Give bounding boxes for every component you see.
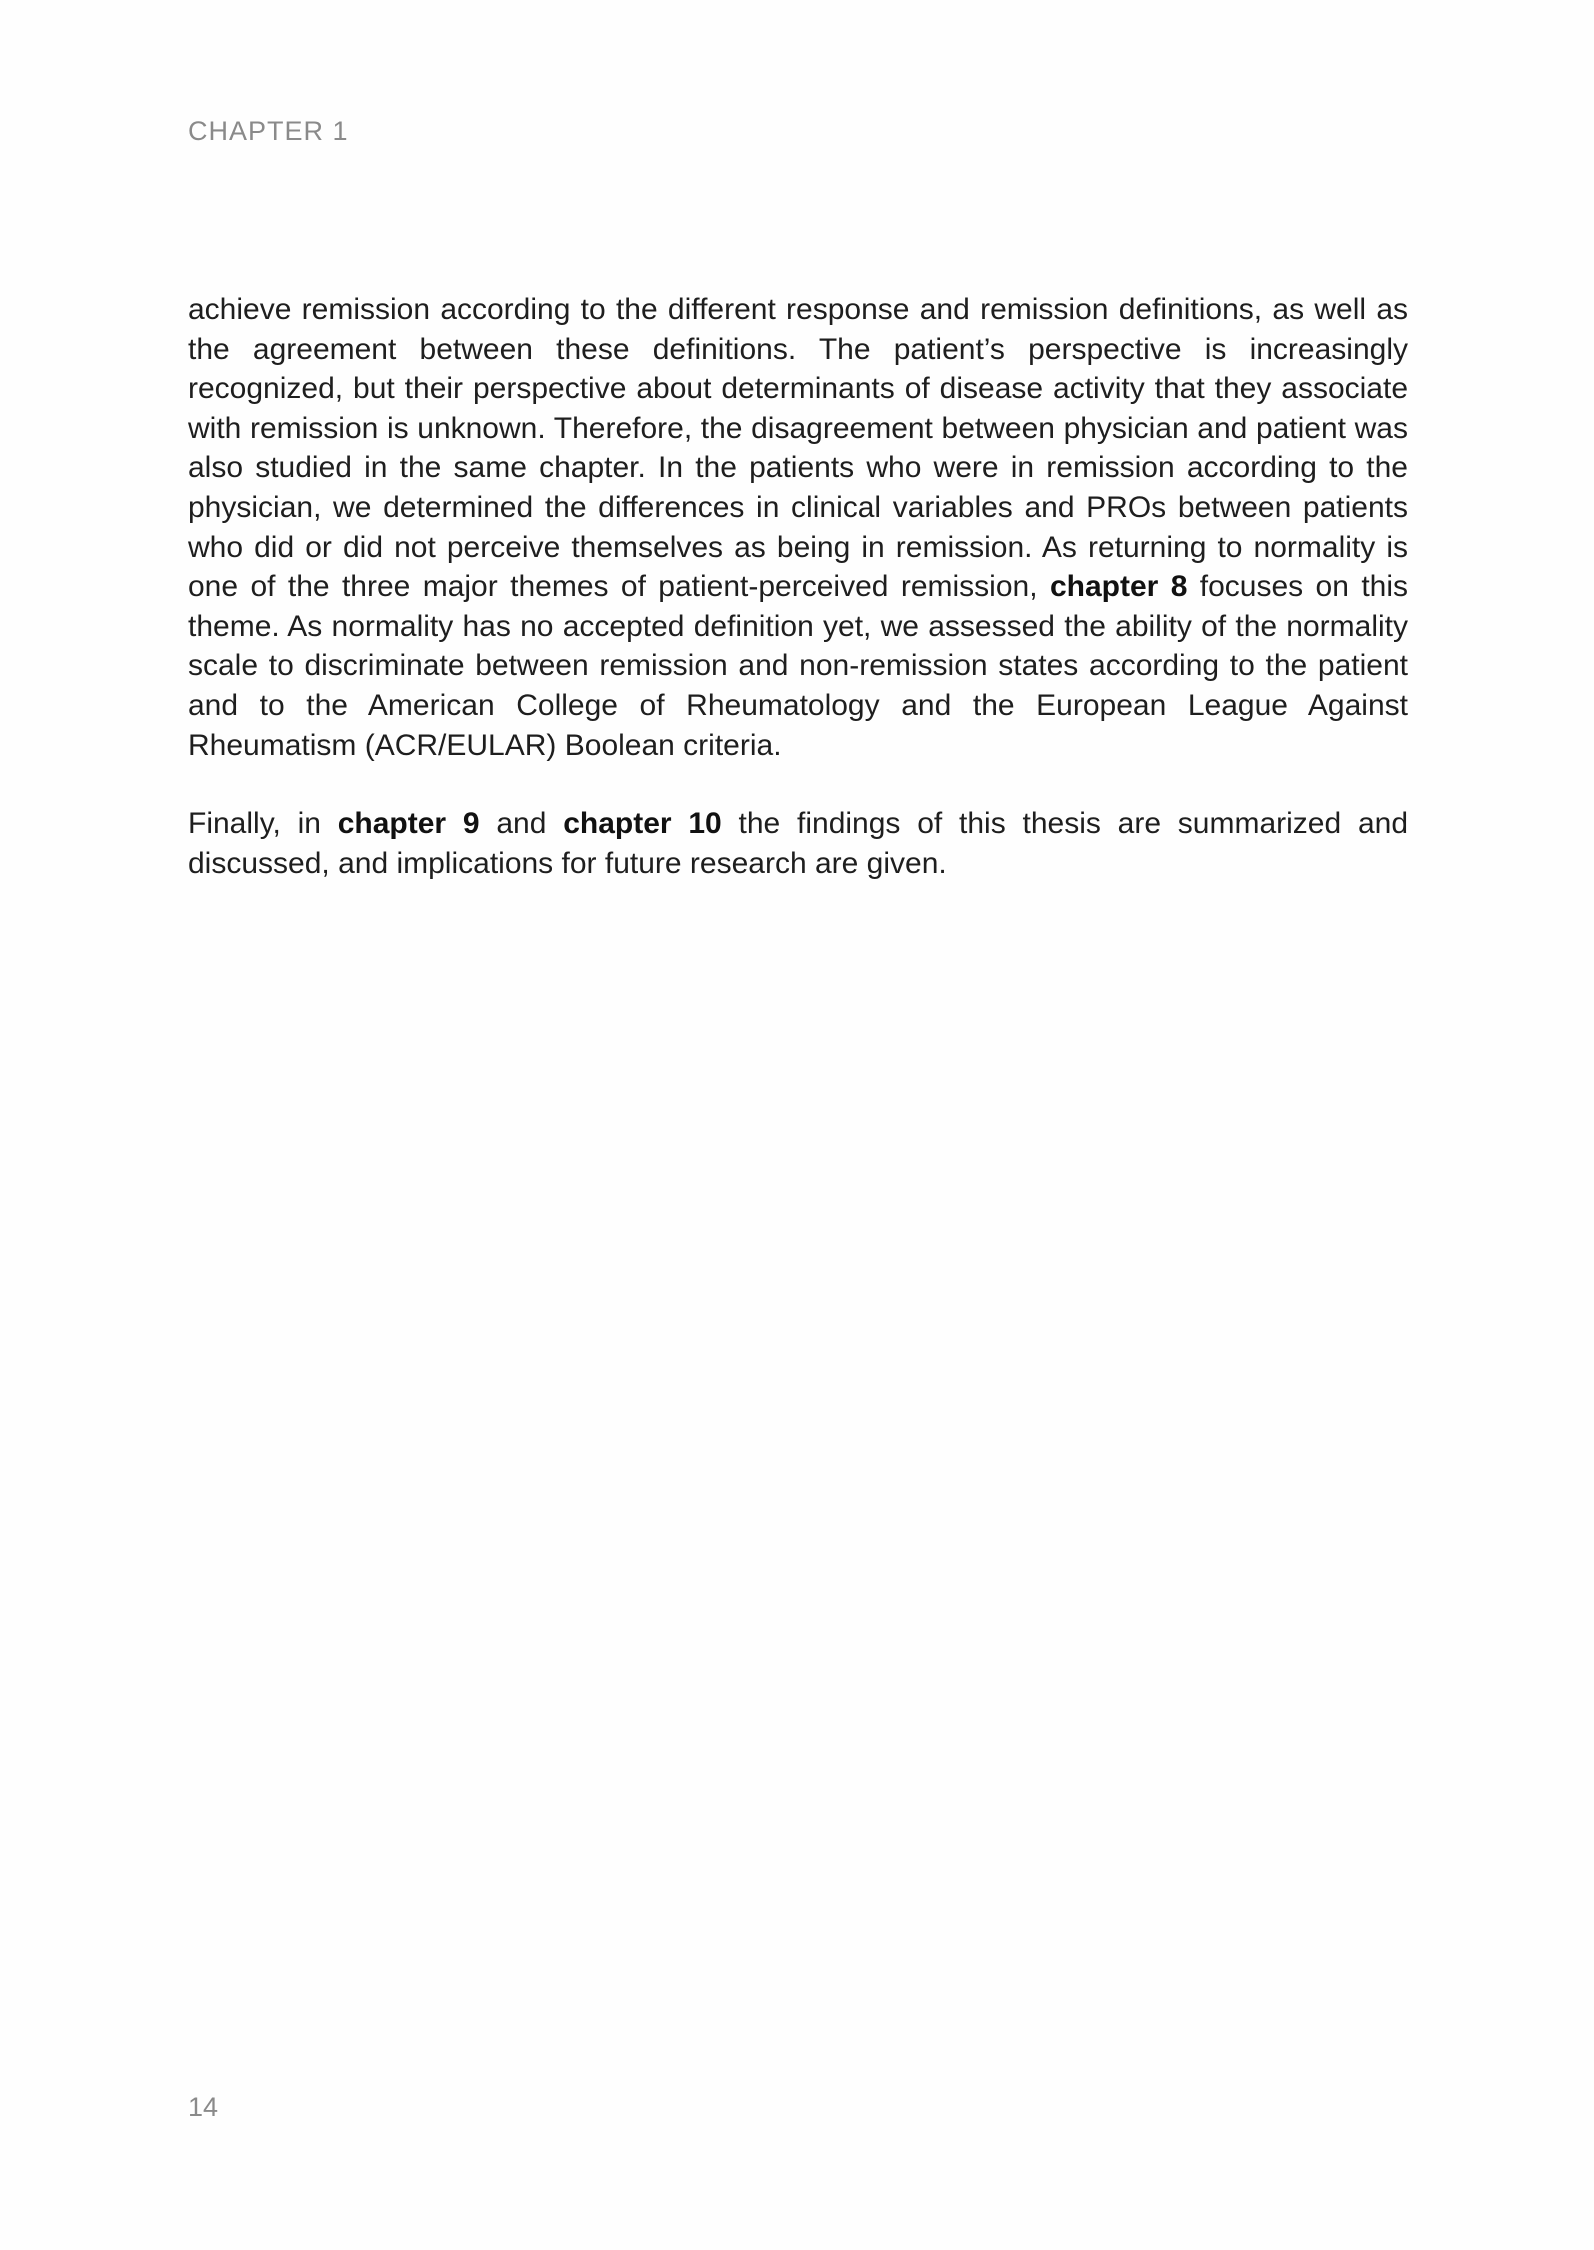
text-segment: and bbox=[479, 807, 564, 841]
chapter-reference: chapter 10 bbox=[563, 807, 722, 841]
running-header: CHAPTER 1 bbox=[188, 116, 349, 146]
text-segment: achieve remission according to the different response and remission definitions, as well as the agreement between these definitions. The patient’s perspective is increasingly recognized, but their perspective about determinants of disease activity that they associate with remission is unknown. Therefore, the disagreement between physician and patient was also studied in the same chapter. In the patients who were in remission according to the physician, we determined the differences in clinical variables and PROs between patients who did or did not perceive themselves as being in remission. As returning to normality is one of the three major themes of patient-perceived remission, bbox=[188, 293, 1408, 604]
paragraph-summary bbox=[188, 804, 1408, 883]
chapter-reference: chapter 9 bbox=[337, 807, 480, 841]
page-number: 14 bbox=[188, 2092, 219, 2122]
text-segment: Finally, in bbox=[188, 807, 338, 841]
text-segment: focuses on this theme. As normality has no accepted definition yet, we assessed the ability of the normality scale to discriminate between remission and non-remission states according to the patient and to the American College of Rheumatology and the European League Against Rheumatism (ACR/EULAR) Boolean criteria. bbox=[188, 570, 1409, 762]
chapter-reference: chapter 8 bbox=[1049, 570, 1188, 604]
text-segment: the findings of this thesis are summarized and discussed, and implications for future research are given. bbox=[188, 807, 1409, 880]
paragraph-chapter-8 bbox=[188, 290, 1408, 765]
body-text bbox=[188, 290, 1408, 883]
